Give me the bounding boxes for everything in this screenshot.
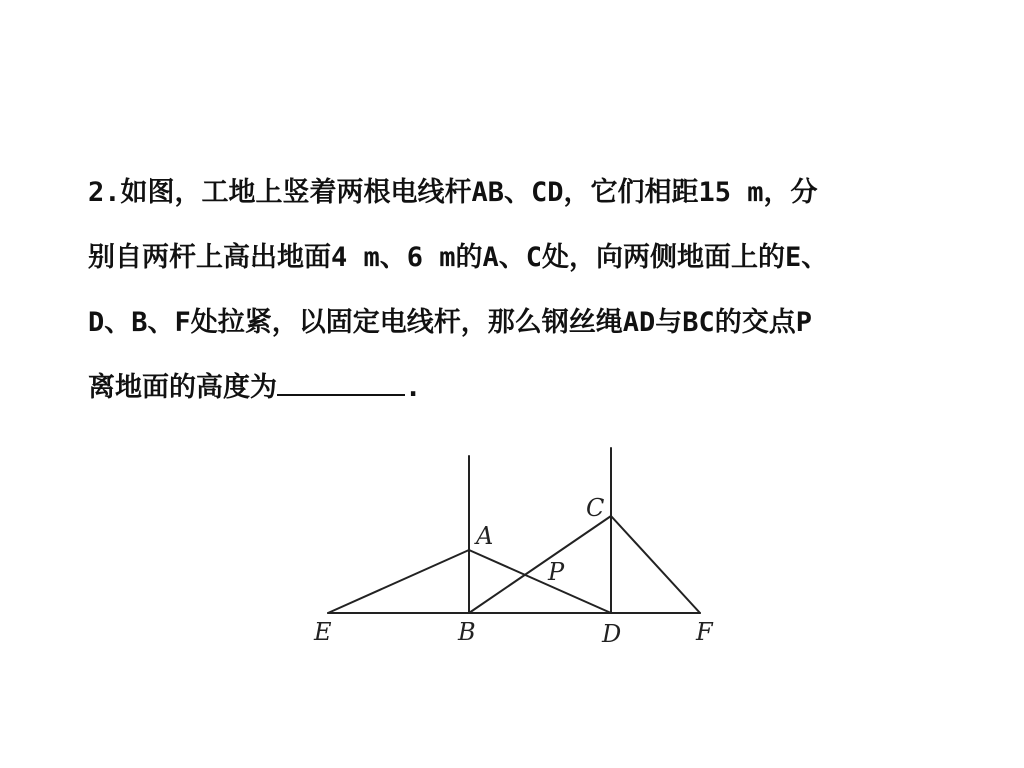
geometry-diagram	[300, 440, 740, 660]
label-a: A	[476, 522, 494, 550]
question-text	[88, 160, 948, 420]
label-e: E	[314, 618, 332, 646]
label-p: P	[548, 558, 565, 586]
wire-ea	[328, 550, 469, 613]
wire-cf	[611, 516, 700, 613]
geometry-figure	[300, 440, 740, 660]
question-line-1: 2.如图，工地上竖着两根电线杆AB、CD，它们相距15 m，分	[88, 177, 818, 208]
question-line-4	[88, 355, 948, 420]
label-d: D	[602, 620, 622, 648]
label-b: B	[458, 618, 476, 646]
wire-ad	[469, 550, 611, 613]
answer-blank[interactable]	[277, 372, 405, 396]
label-c: C	[586, 494, 605, 522]
question-line-2: 别自两杆上高出地面4 m、6 m的A、C处，向两侧地面上的E、	[88, 242, 829, 273]
question-line-3: D、B、F处拉紧，以固定电线杆，那么钢丝绳AD与BC的交点P	[88, 307, 813, 338]
question-line-4-end: .	[405, 372, 422, 403]
label-f: F	[696, 618, 713, 646]
question-line-4-text: 离地面的高度为	[88, 372, 277, 403]
